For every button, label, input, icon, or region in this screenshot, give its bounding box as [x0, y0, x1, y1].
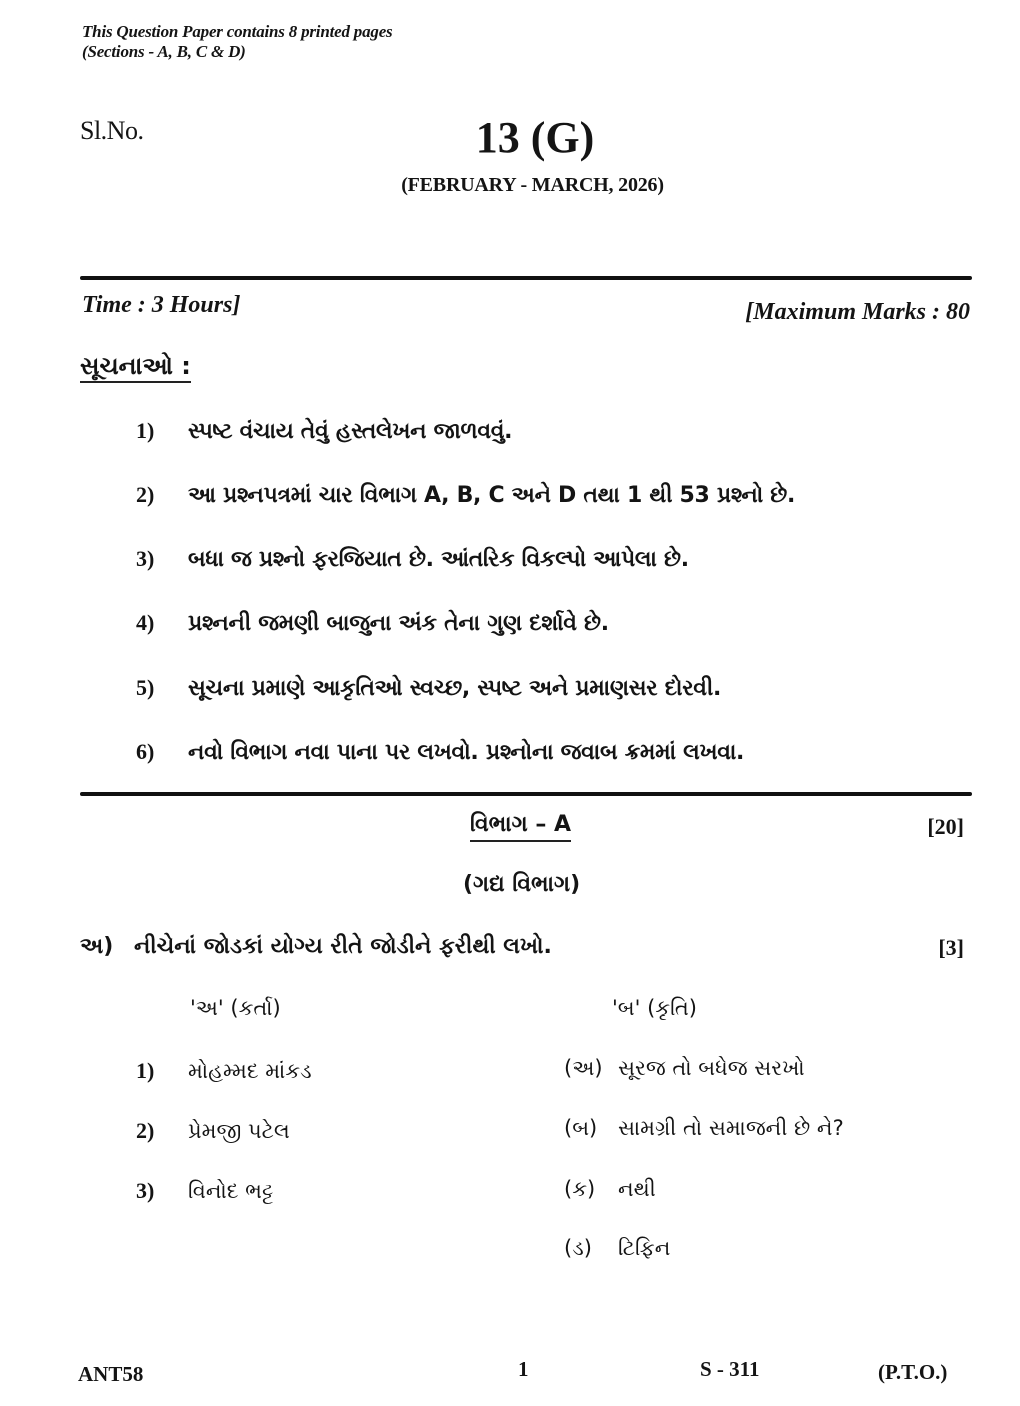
column-a-item [136, 1058, 312, 1084]
column-a-item [136, 1178, 273, 1204]
sections-info: (Sections - A, B, C & D) [82, 42, 246, 61]
instruction-text: સ્પષ્ટ વંચાય તેવું હસ્તલેખન જાળવવું. [188, 419, 513, 444]
author-name: મોહમ્મદ માંકડ [188, 1059, 312, 1083]
instruction-number: 2) [136, 482, 155, 507]
column-a-item [136, 1118, 290, 1144]
instruction-number: 4) [136, 610, 155, 635]
question-heading [80, 934, 552, 959]
instruction-item [136, 418, 512, 444]
pages-info: This Question Paper contains 8 printed pages [82, 22, 393, 41]
question-number: અ) [80, 934, 114, 959]
instruction-item [136, 610, 609, 636]
work-title: સામગ્રી તો સમાજની છે ને? [618, 1116, 844, 1140]
column-b-item [564, 1177, 656, 1202]
instruction-text: સૂચના પ્રમાણે આકૃતિઓ સ્વચ્છ, સ્પષ્ટ અને પ્રમાણસર દોરવી. [188, 676, 722, 701]
serial-number-label: Sl.No. [80, 116, 144, 145]
paper-code: 13 (G) [475, 113, 595, 162]
section-marks: [20] [927, 814, 964, 839]
column-a-header: 'અ' (કર્તા) [190, 996, 281, 1020]
instructions-title: સૂચનાઓ : [80, 352, 191, 383]
instructions-divider [80, 792, 972, 796]
top-divider [80, 276, 972, 280]
instruction-number: 3) [136, 546, 155, 571]
instruction-item [136, 546, 689, 572]
footer-code: ANT58 [78, 1362, 144, 1386]
item-number: 1) [136, 1058, 155, 1083]
author-name: પ્રેમજી પટેલ [188, 1119, 290, 1143]
option-label: (બ) [564, 1116, 598, 1140]
instruction-text: પ્રશ્નની જમણી બાજુના અંક તેના ગુણ દર્શાવે છે. [188, 611, 609, 636]
section-subtitle: (ગદ્ય વિભાગ) [463, 872, 581, 897]
column-b-item [564, 1116, 844, 1141]
question-marks: [3] [938, 935, 964, 960]
subject-code: S - 311 [700, 1357, 760, 1381]
paper-info [82, 22, 392, 62]
instruction-item [136, 739, 744, 765]
page-number: 1 [518, 1357, 529, 1381]
work-title: સૂરજ તો બધેજ સરખો [618, 1056, 805, 1080]
instruction-number: 1) [136, 418, 155, 443]
column-b-item [564, 1056, 805, 1081]
instruction-text: બધા જ પ્રશ્નો ફરજિયાત છે. આંતરિક વિકલ્પો આપેલા છે. [188, 547, 689, 572]
question-text: નીચેનાં જોડકાં યોગ્ય રીતે જોડીને ફરીથી લખો. [134, 934, 552, 959]
author-name: વિનોદ ભટ્ટ [188, 1179, 274, 1203]
exam-session: (FEBRUARY - MARCH, 2026) [401, 174, 664, 196]
instruction-text: નવો વિભાગ નવા પાના પર લખવો. પ્રશ્નોના જવાબ ક્રમમાં લખવા. [188, 740, 745, 765]
instruction-number: 5) [136, 675, 155, 700]
column-b-item [564, 1236, 670, 1261]
column-b-header: 'બ' (કૃતિ) [612, 996, 697, 1020]
work-title: નથી [618, 1177, 656, 1201]
work-title: ટિફિન [618, 1236, 671, 1260]
maximum-marks: [Maximum Marks : 80 [745, 299, 970, 325]
option-label: (અ) [564, 1056, 603, 1080]
option-label: (ડ) [564, 1236, 592, 1260]
instruction-number: 6) [136, 739, 155, 764]
instruction-item [136, 675, 721, 701]
item-number: 2) [136, 1118, 155, 1143]
time-allowed: Time : 3 Hours] [82, 292, 241, 318]
option-label: (ક) [564, 1177, 596, 1201]
pto-label: (P.T.O.) [878, 1360, 948, 1384]
section-title: વિભાગ – A [470, 812, 571, 842]
item-number: 3) [136, 1178, 155, 1203]
instruction-text: આ પ્રશ્નપત્રમાં ચાર વિભાગ A, B, C અને D તથા 1 થી 53 પ્રશ્નો છે. [188, 483, 796, 508]
instruction-item [136, 482, 795, 508]
